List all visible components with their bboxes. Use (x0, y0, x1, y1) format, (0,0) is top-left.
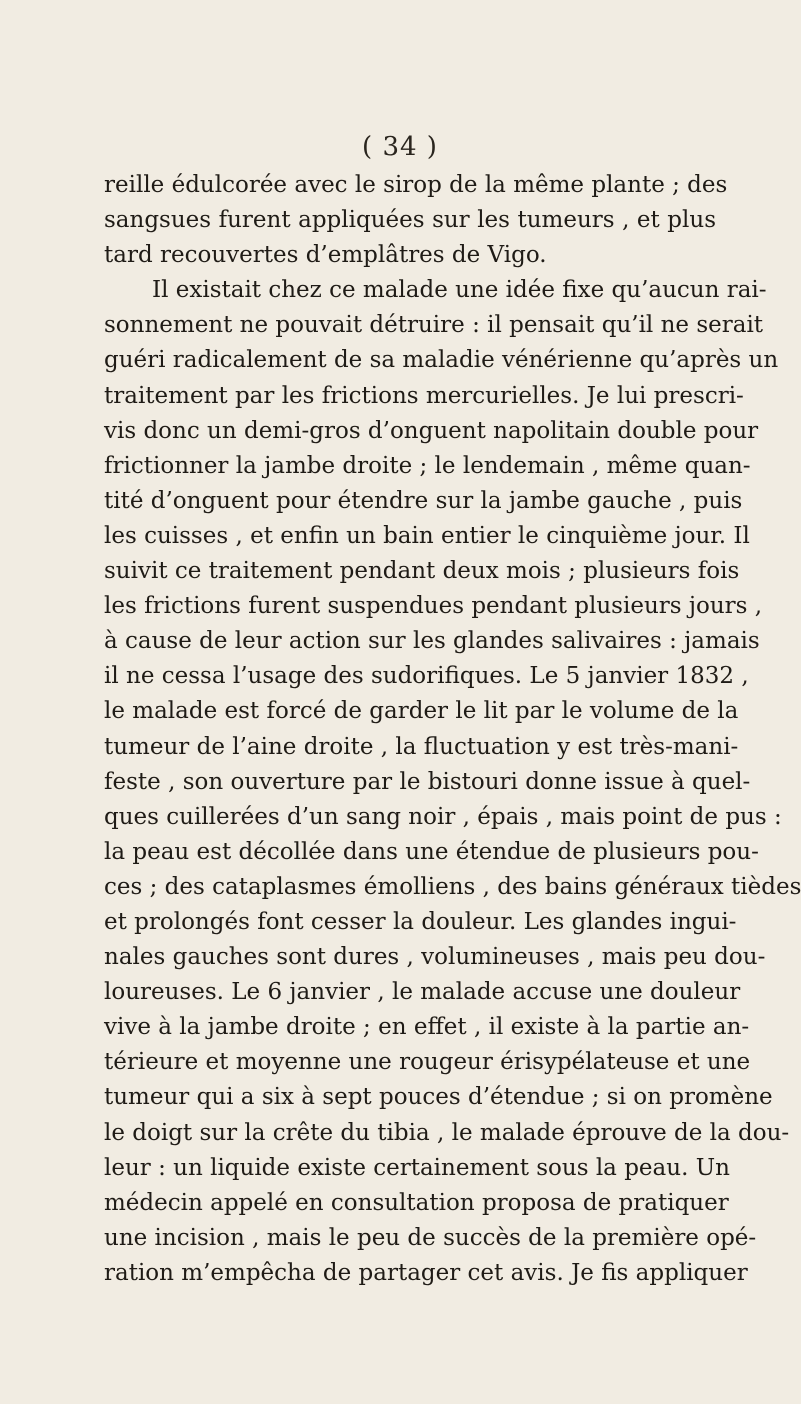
text-line: vive à la jambe droite ; en effet , il existe à la partie an- (104, 1014, 750, 1041)
text-line: tumeur de l’aine droite , la fluctuation y est très-mani- (104, 733, 739, 760)
text-line: ques cuillerées d’un sang noir , épais , mais point de pus : (104, 803, 782, 830)
text-line: guéri radicalement de sa maladie vénérienne qu’après un (104, 347, 779, 374)
text-line: leur : un liquide existe certainement sous la peau. Un (104, 1154, 730, 1181)
text-line: traitement par les frictions mercurielles. Je lui prescri- (104, 382, 744, 409)
body-text (104, 168, 801, 1291)
text-line: tité d’onguent pour étendre sur la jambe gauche , puis (104, 487, 743, 514)
text-line: ration m’empêcha de partager cet avis. Je fis appliquer (104, 1259, 748, 1286)
text-line: le malade est forcé de garder le lit par le volume de la (104, 698, 739, 725)
text-line: et prolongés font cesser la douleur. Les glandes ingui- (104, 908, 737, 935)
page-number: ( 34 ) (362, 132, 438, 162)
text-line: les cuisses , et enfin un bain entier le cinquième jour. Il (104, 522, 750, 549)
text-line: sonnement ne pouvait détruire : il pensait qu’il ne serait (104, 312, 764, 339)
text-line: reille édulcorée avec le sirop de la même plante ; des (104, 172, 728, 198)
text-line: suivit ce traitement pendant deux mois ; plusieurs fois (104, 558, 740, 585)
text-line: nales gauches sont dures , volumineuses , mais peu dou- (104, 944, 766, 971)
text-line: feste , son ouverture par le bistouri donne issue à quel- (104, 768, 751, 795)
text-line: tard recouvertes d’emplâtres de Vigo. (104, 242, 547, 269)
text-line: térieure et moyenne une rougeur érisypélateuse et une (104, 1049, 751, 1076)
text-line: vis donc un demi-gros d’onguent napolitain double pour (104, 417, 759, 444)
text-line: la peau est décollée dans une étendue de plusieurs pou- (104, 838, 759, 865)
text-line: les frictions furent suspendues pendant plusieurs jours , (104, 593, 763, 620)
text-line: ces ; des cataplasmes émolliens , des bains généraux tièdes (104, 873, 801, 900)
text-line: sangsues furent appliquées sur les tumeurs , et plus (104, 207, 716, 234)
text-line: Il existait chez ce malade une idée fixe qu’aucun rai- (152, 277, 767, 304)
text-line: à cause de leur action sur les glandes salivaires : jamais (104, 628, 760, 655)
text-line: une incision , mais le peu de succès de la première opé- (104, 1224, 757, 1251)
text-line: frictionner la jambe droite ; le lendemain , même quan- (104, 452, 751, 479)
text-line: le doigt sur la crête du tibia , le malade éprouve de la dou- (104, 1119, 790, 1146)
text-line: il ne cessa l’usage des sudorifiques. Le 5 janvier 1832 , (104, 663, 749, 690)
text-line: tumeur qui a six à sept pouces d’étendue ; si on promène (104, 1084, 773, 1111)
text-line: médecin appelé en consultation proposa de pratiquer (104, 1189, 729, 1216)
text-line: loureuses. Le 6 janvier , le malade accuse une douleur (104, 979, 741, 1006)
